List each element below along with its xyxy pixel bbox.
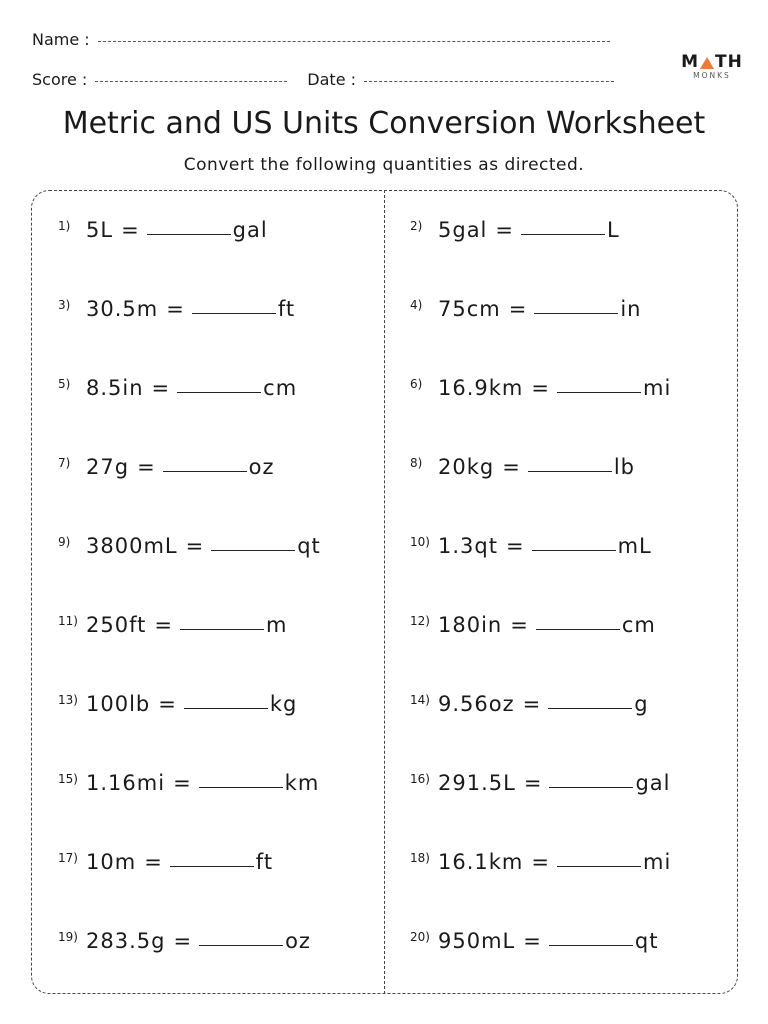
equals-sign: = [508,297,527,321]
name-input-line[interactable] [98,40,610,42]
worksheet-title: Metric and US Units Conversion Worksheet [62,106,706,141]
target-unit: cm [621,613,656,637]
problem-number: 9) [58,535,71,549]
problem-number: 19) [58,930,78,944]
logo-letter: M [681,52,700,72]
problem-item [58,850,273,874]
problem-number: 2) [410,219,423,233]
target-unit: mi [643,376,672,400]
target-unit: mi [643,850,672,874]
problem-item [410,297,642,321]
equals-sign: = [531,850,549,874]
equals-sign: = [510,613,528,637]
column-divider [384,190,385,994]
problem-quantity: 5gal [438,218,488,242]
score-date-row [32,70,614,89]
problem-number: 16) [410,772,430,786]
target-unit: in [620,297,642,321]
answer-blank[interactable] [534,313,618,314]
equals-sign: = [502,455,520,479]
problem-number: 5) [58,377,71,391]
target-unit: km [284,771,320,795]
problem-item [410,613,656,637]
target-unit: gal [635,771,671,795]
problem-item [58,218,268,242]
target-unit: oz [248,455,275,479]
problem-number: 11) [58,614,78,628]
equals-sign: = [523,929,541,953]
problem-item [410,376,671,400]
equals-sign: = [158,692,176,716]
problem-item [410,534,652,558]
answer-blank[interactable] [199,945,283,946]
answer-blank[interactable] [557,392,641,393]
answer-blank[interactable] [180,629,264,630]
name-field-row [32,30,610,49]
problem-quantity: 75cm [438,297,501,321]
answer-blank[interactable] [528,471,612,472]
target-unit: kg [269,692,298,716]
equals-sign: = [173,929,192,953]
answer-blank[interactable] [170,866,254,867]
problem-quantity: 5L [86,218,114,242]
answer-blank[interactable] [147,234,231,235]
problem-quantity: 1.3qt [438,534,498,558]
problem-quantity: 3800mL [86,534,178,558]
problem-item [58,534,321,558]
problem-quantity: 10m [86,850,137,874]
logo-text-bottom: MONKS [693,71,731,80]
problem-number: 17) [58,851,78,865]
answer-blank[interactable] [521,234,605,235]
logo-wordmark [680,52,744,72]
target-unit: cm [263,376,298,400]
problem-number: 20) [410,930,430,944]
problem-quantity: 8.5in [86,376,144,400]
logo-text-top [681,52,743,72]
problem-item [58,692,297,716]
equals-sign: = [173,771,191,795]
target-unit: g [634,692,649,716]
problem-quantity: 9.56oz [438,692,515,716]
score-label: Score : [32,70,88,89]
equals-sign: = [185,534,204,558]
problem-item [410,771,670,795]
answer-blank[interactable] [549,945,633,946]
problem-number: 15) [58,772,78,786]
problem-number: 1) [58,219,71,233]
target-unit: ft [255,850,274,874]
problem-number: 7) [58,456,71,470]
math-monks-logo [680,52,744,80]
problem-number: 8) [410,456,423,470]
problem-item [58,613,287,637]
problem-item [410,218,620,242]
problem-item [58,455,275,479]
problem-item [58,297,295,321]
logo-letter: T [715,52,728,72]
answer-blank[interactable] [177,392,261,393]
equals-sign: = [523,771,542,795]
problem-quantity: 30.5m [86,297,159,321]
problem-quantity: 1.16mi [86,771,166,795]
answer-blank[interactable] [163,471,247,472]
equals-sign: = [121,218,139,242]
target-unit: L [607,218,620,242]
problem-quantity: 950mL [438,929,516,953]
target-unit: oz [285,929,311,953]
equals-sign: = [531,376,549,400]
equals-sign: = [166,297,184,321]
equals-sign: = [495,218,514,242]
problem-quantity: 100lb [86,692,151,716]
target-unit: mL [617,534,652,558]
problem-quantity: 20kg [438,455,495,479]
target-unit: ft [277,297,296,321]
logo-triangle-icon [700,57,714,69]
problem-quantity: 283.5g [86,929,166,953]
problem-item [58,929,311,953]
equals-sign: = [154,613,172,637]
answer-blank[interactable] [211,550,295,551]
problem-item [410,692,649,716]
problem-item [410,455,635,479]
problem-quantity: 250ft [86,613,147,637]
problem-quantity: 16.1km [438,850,524,874]
problem-number: 6) [410,377,423,391]
problem-number: 12) [410,614,430,628]
worksheet-instructions: Convert the following quantities as directed. [183,155,585,175]
answer-blank[interactable] [557,866,641,867]
problem-item [58,376,297,400]
problem-number: 14) [410,693,430,707]
problem-quantity: 180in [438,613,503,637]
equals-sign: = [522,692,541,716]
answer-blank[interactable] [536,629,620,630]
date-label: Date : [307,70,357,89]
answer-blank[interactable] [184,708,268,709]
score-input-line[interactable] [95,80,287,82]
name-label: Name : [32,30,90,49]
answer-blank[interactable] [199,787,283,788]
answer-blank[interactable] [548,708,632,709]
equals-sign: = [144,850,162,874]
answer-blank[interactable] [192,313,276,314]
problem-item [410,850,671,874]
problem-number: 10) [410,535,430,549]
answer-blank[interactable] [549,787,633,788]
problem-item [410,929,658,953]
target-unit: m [265,613,288,637]
answer-blank[interactable] [532,550,616,551]
problem-number: 4) [410,298,423,312]
target-unit: qt [634,929,659,953]
target-unit: lb [613,455,635,479]
problem-number: 3) [58,298,71,312]
problem-quantity: 16.9km [438,376,524,400]
problem-quantity: 27g [86,455,130,479]
target-unit: qt [297,534,321,558]
equals-sign: = [505,534,524,558]
date-input-line[interactable] [364,80,614,82]
problem-item [58,771,319,795]
equals-sign: = [137,455,155,479]
equals-sign: = [151,376,170,400]
logo-letter: H [727,52,743,72]
target-unit: gal [232,218,268,242]
problem-quantity: 291.5L [438,771,516,795]
problem-number: 18) [410,851,430,865]
problem-number: 13) [58,693,78,707]
